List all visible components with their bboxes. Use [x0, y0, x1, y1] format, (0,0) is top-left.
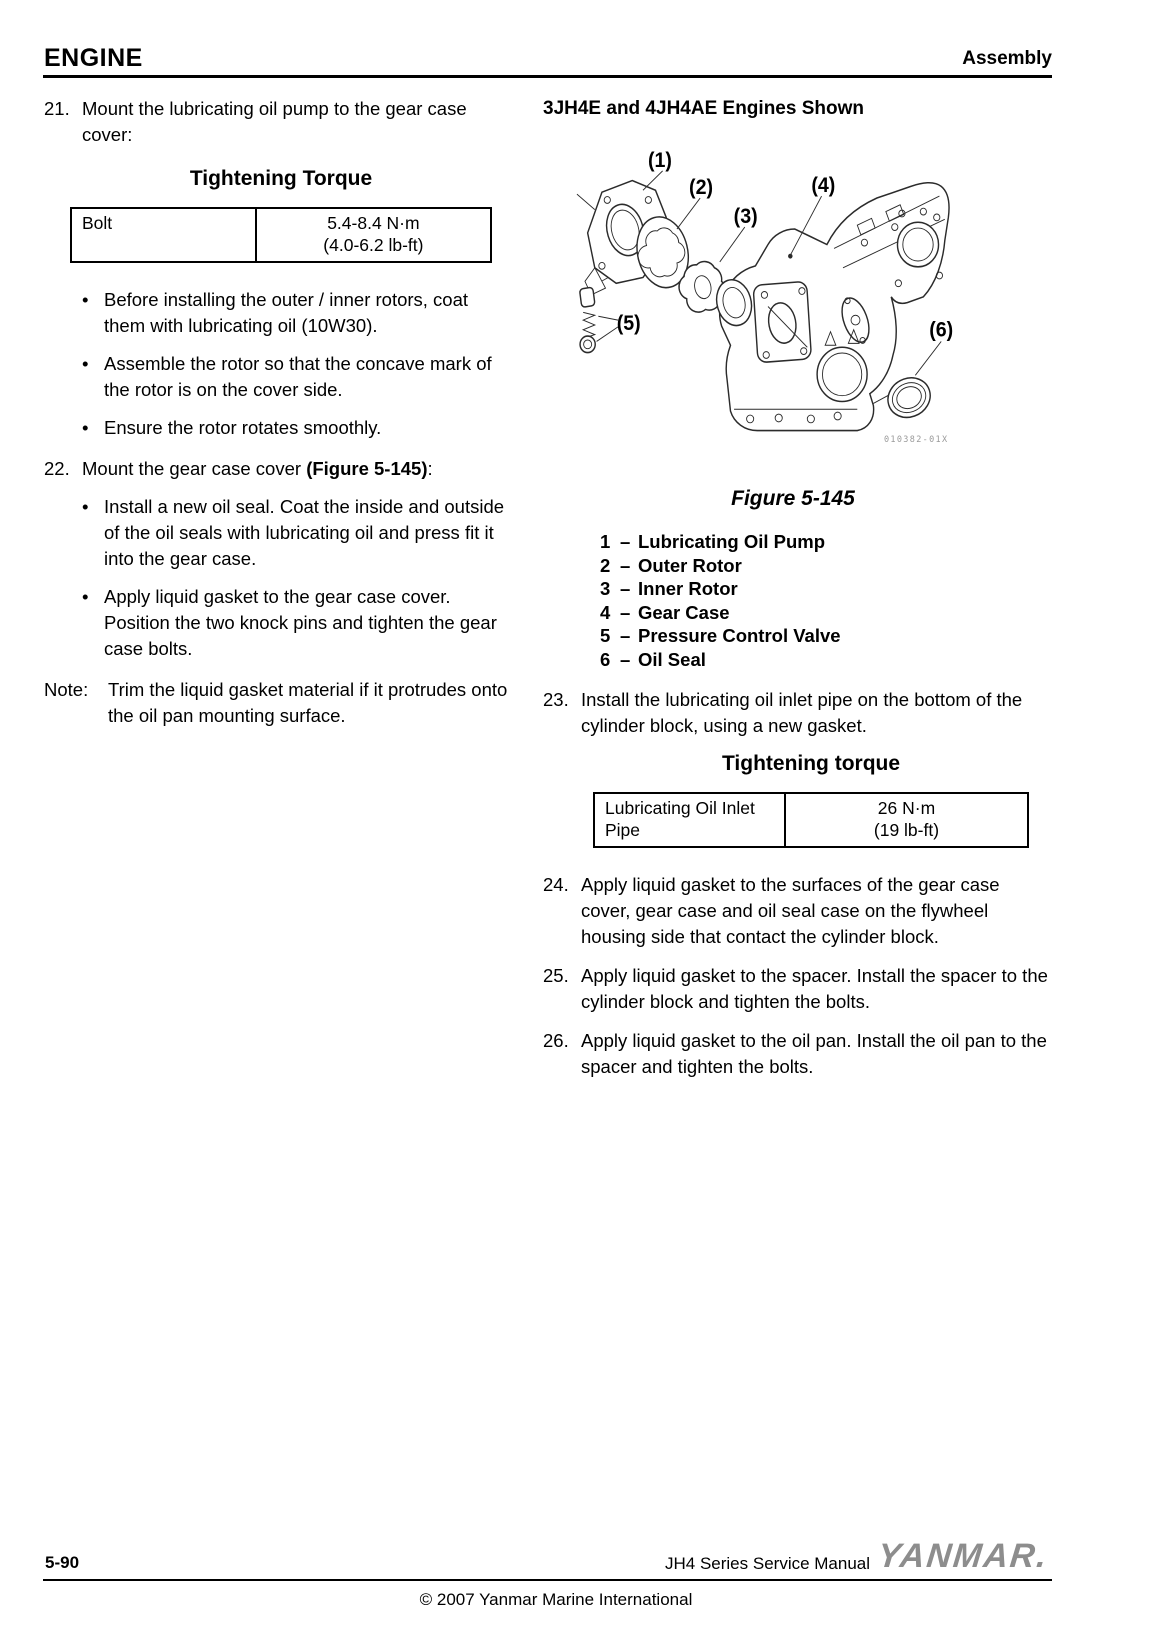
bullet-marker: • — [82, 289, 89, 310]
page-number: 5-90 — [45, 1553, 80, 1572]
torque-value-metric: 5.4-8.4 N·m — [327, 213, 420, 233]
torque-value-imperial: (19 lb-ft) — [873, 820, 940, 840]
step-24-text: Apply liquid gasket to the surfaces of the gear case cover, gear case and oil seal case on the flywheel housing side that contact the cylinder block. — [581, 874, 1000, 947]
bullet-marker: • — [82, 353, 89, 374]
legend-number: 2 — [600, 554, 611, 576]
legend-item — [600, 648, 1052, 672]
figure-callout-1: (1) — [647, 148, 672, 173]
legend-dash: – — [620, 648, 631, 670]
legend-dash: – — [620, 601, 631, 623]
step-25-number: 25. — [543, 965, 569, 986]
legend-label: Pressure Control Valve — [638, 625, 841, 646]
legend-dash: – — [620, 531, 631, 552]
manual-title: JH4 Series Service Manual — [665, 1554, 871, 1573]
exploded-view-drawing — [543, 136, 1043, 448]
left-column — [44, 96, 514, 729]
step-22-text-post: : — [427, 458, 433, 479]
torque-value-imperial: (4.0-6.2 lb-ft) — [323, 235, 424, 255]
legend-number: 3 — [600, 578, 611, 599]
legend-label: Gear Case — [638, 601, 730, 623]
footer-rule — [43, 1579, 1052, 1581]
copyright-line: © 2007 Yanmar Marine International — [419, 1590, 693, 1609]
bullet-marker: • — [82, 496, 89, 517]
legend-item — [600, 530, 1052, 554]
torque-value-cell — [785, 793, 1028, 847]
legend-label: Oil Seal — [638, 648, 706, 670]
step-23-text: Install the lubricating oil inlet pipe on the bottom of the cylinder block, using a new gasket. — [581, 689, 1023, 736]
step-22-text — [82, 456, 514, 482]
list-item — [82, 351, 514, 403]
note-text: Trim the liquid gasket material if it protrudes onto the oil pan mounting surface. — [108, 679, 508, 726]
chapter-title: ENGINE — [44, 44, 143, 72]
step-22 — [44, 456, 514, 482]
step-26-text: Apply liquid gasket to the oil pan. Install the oil pan to the spacer and tighten the bolts. — [581, 1030, 1047, 1077]
step-26-number: 26. — [543, 1030, 569, 1051]
table-row — [594, 793, 1028, 847]
legend-number: 4 — [600, 601, 611, 623]
legend-label: Outer Rotor — [638, 554, 742, 576]
torque-table-inlet-pipe — [593, 792, 1029, 848]
note — [44, 677, 514, 729]
torque-item-label: Bolt — [71, 208, 256, 262]
figure-callout-4: (4) — [811, 173, 836, 198]
step-23-number: 23. — [543, 689, 569, 710]
legend-item — [600, 554, 1052, 578]
bullet-text: Ensure the rotor rotates smoothly. — [104, 417, 382, 438]
figure-callout-3: (3) — [733, 204, 758, 229]
legend-number: 1 — [600, 531, 611, 552]
legend-number: 5 — [600, 625, 611, 646]
step-21-number: 21. — [44, 98, 70, 119]
figure-title: 3JH4E and 4JH4AE Engines Shown — [543, 98, 864, 119]
legend-item — [600, 601, 1052, 625]
legend-item — [600, 624, 1052, 648]
step-26 — [543, 1028, 1052, 1080]
table-row — [71, 208, 491, 262]
legend-dash: – — [620, 578, 631, 599]
header-rule — [43, 75, 1052, 78]
step-22-number: 22. — [44, 458, 70, 479]
figure-callout-2: (2) — [689, 175, 714, 200]
oil-seal-part — [883, 372, 935, 423]
torque-heading-bolt: Tightening Torque — [189, 167, 373, 190]
torque-value-metric: 26 N·m — [877, 798, 936, 818]
step-23 — [543, 687, 1052, 739]
note-label: Note: — [44, 679, 89, 700]
yanmar-logo: YANMAR. — [876, 1537, 1051, 1575]
bullet-text: Install a new oil seal. Coat the inside and outside of the oil seals with lubricating oil and press fit it into the gear case. — [104, 496, 505, 569]
bullet-marker: • — [82, 417, 89, 438]
step-25-text: Apply liquid gasket to the spacer. Install the spacer to the cylinder block and tighten the bolts. — [581, 965, 1048, 1012]
right-column — [543, 96, 1052, 1080]
list-item — [82, 287, 514, 339]
step-22-text-pre: Mount the gear case cover — [82, 458, 307, 479]
torque-item-label: Lubricating Oil Inlet Pipe — [594, 793, 785, 847]
torque-heading-inlet-pipe: Tightening torque — [721, 752, 901, 775]
legend-number: 6 — [600, 648, 611, 670]
legend-label: Inner Rotor — [638, 578, 738, 599]
figure-image-code: 010382-01X — [883, 434, 949, 446]
pressure-control-valve-part — [579, 287, 595, 352]
list-item — [82, 415, 514, 441]
step-21 — [44, 96, 514, 148]
list-item — [82, 494, 514, 572]
step-25 — [543, 963, 1052, 1015]
step-21-text: Mount the lubricating oil pump to the gear case cover: — [82, 98, 467, 145]
bullet-text: Before installing the outer / inner rotors, coat them with lubricating oil (10W30). — [104, 289, 469, 336]
step-24 — [543, 872, 1052, 950]
torque-table-bolt — [70, 207, 492, 263]
legend-dash: – — [620, 625, 631, 646]
legend-label: Lubricating Oil Pump — [638, 531, 826, 552]
list-item — [82, 584, 514, 662]
figure-callout-5: (5) — [616, 311, 641, 335]
bullet-text: Apply liquid gasket to the gear case cover. Position the two knock pins and tighten the gear case bolts. — [104, 586, 497, 659]
section-title: Assembly — [962, 48, 1052, 69]
step-24-number: 24. — [543, 874, 569, 895]
legend-dash: – — [620, 554, 631, 576]
figure-legend — [600, 530, 1052, 671]
figure-5-145-illustration — [543, 136, 1043, 448]
torque-value-cell — [256, 208, 491, 262]
bullet-marker: • — [82, 586, 89, 607]
figure-callout-6: (6) — [929, 317, 954, 342]
legend-item — [600, 577, 1052, 601]
bullet-text: Assemble the rotor so that the concave mark of the rotor is on the cover side. — [104, 353, 492, 400]
figure-reference: (Figure 5-145) — [306, 458, 428, 479]
figure-caption: Figure 5-145 — [731, 487, 855, 510]
